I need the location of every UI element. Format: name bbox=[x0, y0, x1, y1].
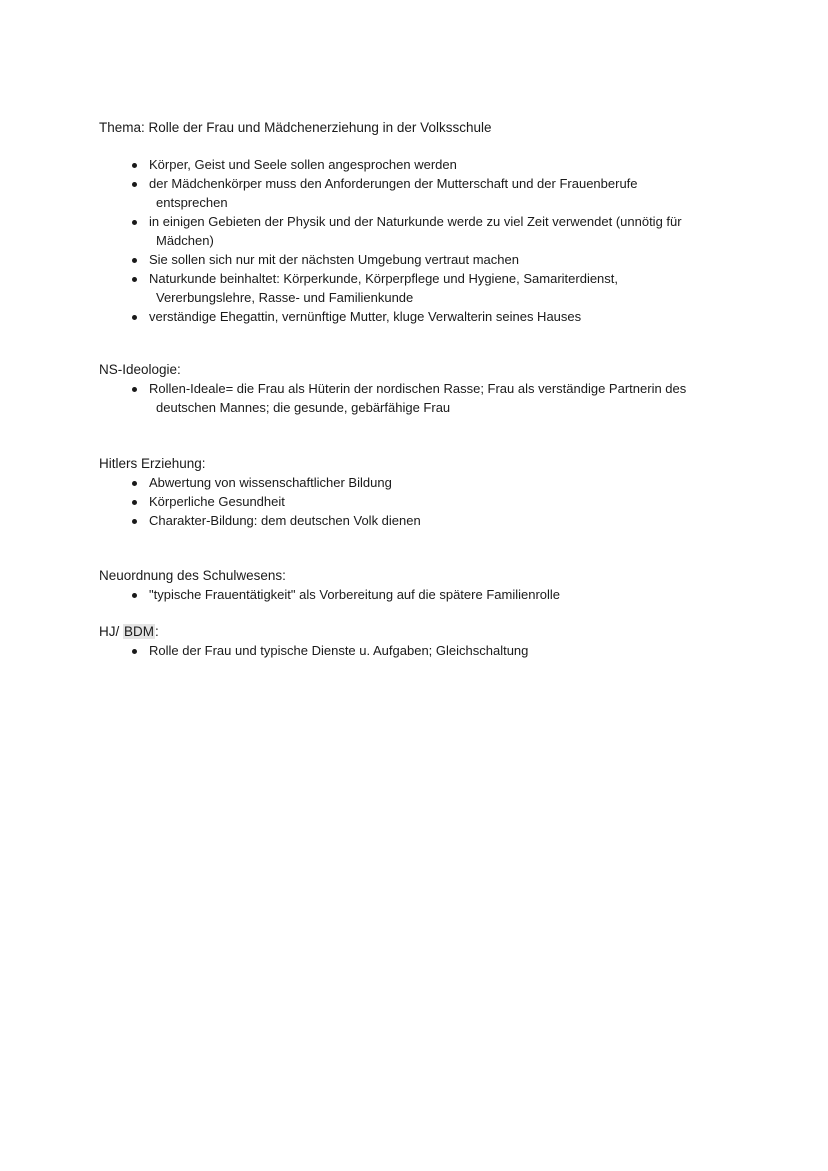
list-item bbox=[99, 492, 749, 511]
list-item bbox=[99, 155, 749, 174]
list-item bbox=[99, 585, 749, 604]
list-item-line: Vererbungslehre, Rasse- und Familienkunde bbox=[156, 290, 414, 305]
list-item-line: Naturkunde beinhaltet: Körperkunde, Körperpflege und Hygiene, Samariterdienst, bbox=[149, 271, 619, 286]
list-item-line: der Mädchenkörper muss den Anforderungen der Mutterschaft und der Frauenberufe bbox=[149, 176, 638, 191]
section-heading: NS-Ideologie: bbox=[99, 362, 181, 377]
bullet-icon bbox=[132, 163, 137, 168]
list-item bbox=[99, 212, 749, 250]
bullet-list bbox=[99, 473, 749, 530]
list-item bbox=[99, 250, 749, 269]
list-item bbox=[99, 269, 749, 307]
section-hj-bdm bbox=[99, 622, 749, 660]
bullet-icon bbox=[132, 500, 137, 505]
bullet-list bbox=[99, 155, 749, 326]
list-item-text: Rolle der Frau und typische Dienste u. Aufgaben; Gleichschaltung bbox=[149, 643, 529, 658]
list-item-line: Mädchen) bbox=[156, 233, 214, 248]
heading-suffix: : bbox=[155, 624, 159, 639]
section-heading bbox=[99, 622, 749, 641]
list-item bbox=[99, 379, 749, 417]
section-thema bbox=[99, 118, 749, 326]
highlighted-text: BDM bbox=[124, 624, 155, 639]
list-item-text: Abwertung von wissenschaftlicher Bildung bbox=[149, 475, 392, 490]
list-item bbox=[99, 641, 749, 660]
list-item-text bbox=[149, 269, 749, 307]
list-item-text bbox=[149, 379, 749, 417]
section-hitlers-erziehung bbox=[99, 454, 749, 530]
list-item-text: "typische Frauentätigkeit" als Vorbereitung auf die spätere Familienrolle bbox=[149, 587, 561, 602]
list-item-text: Körperliche Gesundheit bbox=[149, 494, 285, 509]
list-item-text: Charakter-Bildung: dem deutschen Volk dienen bbox=[149, 513, 421, 528]
section-heading: Thema: Rolle der Frau und Mädchenerziehung in der Volksschule bbox=[99, 120, 492, 135]
section-heading: Hitlers Erziehung: bbox=[99, 456, 206, 471]
list-item-text: verständige Ehegattin, vernünftige Mutter, kluge Verwalterin seines Hauses bbox=[149, 309, 582, 324]
list-item-line: entsprechen bbox=[156, 195, 228, 210]
list-item bbox=[99, 473, 749, 492]
list-item-text bbox=[149, 212, 749, 250]
bullet-list bbox=[99, 585, 749, 604]
section-heading: Neuordnung des Schulwesens: bbox=[99, 568, 286, 583]
list-item bbox=[99, 511, 749, 530]
section-neuordnung bbox=[99, 566, 749, 604]
bullet-icon bbox=[132, 220, 137, 225]
list-item-line: deutschen Mannes; die gesunde, gebärfähige Frau bbox=[156, 400, 451, 415]
bullet-icon bbox=[132, 277, 137, 282]
section-ns-ideologie bbox=[99, 360, 749, 417]
bullet-icon bbox=[132, 593, 137, 598]
heading-prefix: HJ/ bbox=[99, 624, 124, 639]
bullet-list bbox=[99, 379, 749, 417]
list-item-text bbox=[149, 174, 749, 212]
list-item-text: Körper, Geist und Seele sollen angesprochen werden bbox=[149, 157, 457, 172]
bullet-icon bbox=[132, 387, 137, 392]
bullet-icon bbox=[132, 182, 137, 187]
list-item bbox=[99, 307, 749, 326]
bullet-icon bbox=[132, 649, 137, 654]
list-item-line: in einigen Gebieten der Physik und der Naturkunde werde zu viel Zeit verwendet (unnötig für bbox=[149, 214, 682, 229]
bullet-list bbox=[99, 641, 749, 660]
bullet-icon bbox=[132, 481, 137, 486]
bullet-icon bbox=[132, 315, 137, 320]
list-item-text: Sie sollen sich nur mit der nächsten Umgebung vertraut machen bbox=[149, 252, 519, 267]
bullet-icon bbox=[132, 519, 137, 524]
list-item-line: Rollen-Ideale= die Frau als Hüterin der nordischen Rasse; Frau als verständige Partnerin des bbox=[149, 381, 687, 396]
list-item bbox=[99, 174, 749, 212]
bullet-icon bbox=[132, 258, 137, 263]
